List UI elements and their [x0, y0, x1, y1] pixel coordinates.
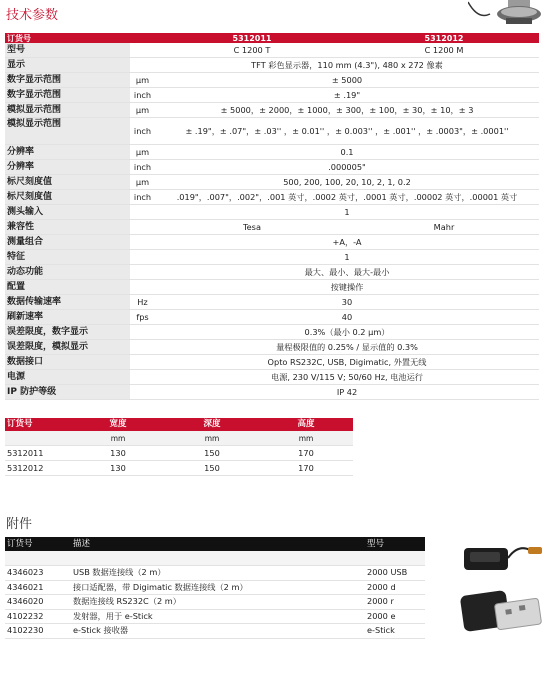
spec-label: IP 防护等级: [5, 385, 130, 400]
spec-value: .019"，.007"，.002"，.001 英寸，.0002 英寸，.0001 英寸，.00002 英寸，.00001 英寸: [155, 190, 539, 205]
accessories-spacer-row: [5, 551, 425, 566]
dim-header-order: 订货号: [5, 418, 71, 431]
dim-cell: 5312012: [5, 461, 71, 476]
page-title: 技术参数: [6, 8, 59, 23]
spec-unit: [130, 355, 155, 370]
spec-value-5312011: Tesa: [155, 220, 349, 235]
spec-row: [5, 43, 539, 58]
dim-cell: 5312011: [5, 446, 71, 461]
spec-row: [5, 370, 539, 385]
acc-model: 2000 e: [365, 609, 425, 624]
spec-unit: [130, 280, 155, 295]
acc-order-no: 4102232: [5, 609, 71, 624]
dimensions-unit-row: [5, 431, 353, 446]
spec-unit: µm: [130, 73, 155, 88]
spec-label: 刷新速率: [5, 310, 130, 325]
spec-label: 兼容性: [5, 220, 130, 235]
spec-value: 500, 200, 100, 20, 10, 2, 1, 0.2: [155, 175, 539, 190]
spec-unit: [130, 385, 155, 400]
spec-row: [5, 265, 539, 280]
spec-label: 电源: [5, 370, 130, 385]
acc-order-no: 4346023: [5, 566, 71, 581]
dim-unit: [5, 431, 71, 446]
accessories-table: [5, 537, 425, 639]
spec-value-5312012: C 1200 M: [349, 43, 539, 58]
spec-value: 量程极限值的 0.25% / 显示值的 0.3%: [155, 340, 539, 355]
col-5312012-header: 5312012: [349, 33, 539, 43]
spec-label: 标尺刻度值: [5, 175, 130, 190]
spec-table: [5, 33, 539, 400]
spec-row: [5, 355, 539, 370]
spec-value: Opto RS232C, USB, Digimatic, 外置无线: [155, 355, 539, 370]
spec-unit: [130, 340, 155, 355]
spec-value: TFT 彩色显示器，110 mm (4.3"), 480 x 272 像素: [155, 58, 539, 73]
spec-value: 1: [155, 205, 539, 220]
spec-value: .000005": [155, 160, 539, 175]
spec-label: 模拟显示范围: [5, 118, 130, 145]
dim-cell: 170: [259, 461, 353, 476]
spec-row: [5, 340, 539, 355]
acc-order-no: 4346021: [5, 580, 71, 595]
dim-unit: mm: [165, 431, 259, 446]
spec-label: 分辨率: [5, 145, 130, 160]
accessories-title: 附件: [6, 517, 33, 532]
spec-unit: inch: [130, 118, 155, 145]
spec-unit: [130, 235, 155, 250]
order-no-header: 订货号: [5, 33, 130, 43]
spec-label: 标尺刻度值: [5, 190, 130, 205]
spec-row: [5, 235, 539, 250]
table-row: [5, 580, 425, 595]
spec-value-5312012: Mahr: [349, 220, 539, 235]
spec-value: 按键操作: [155, 280, 539, 295]
spec-row: [5, 118, 539, 145]
spec-unit: inch: [130, 88, 155, 103]
acc-header-desc: 描述: [71, 537, 365, 551]
spec-value: ± 5000，± 2000，± 1000，± 300，± 100，± 30，± 10，± 3: [155, 103, 539, 118]
dim-header-depth: 深度: [165, 418, 259, 431]
spec-row: [5, 175, 539, 190]
dial-gauge-image: [468, 0, 549, 28]
spec-value: 40: [155, 310, 539, 325]
spec-value: ± 5000: [155, 73, 539, 88]
acc-order-no: 4102230: [5, 624, 71, 639]
spec-unit: µm: [130, 175, 155, 190]
spec-label: 型号: [5, 43, 130, 58]
usb-estick-image: [458, 583, 548, 643]
spec-row: [5, 325, 539, 340]
spec-label: 显示: [5, 58, 130, 73]
spec-row: [5, 295, 539, 310]
spec-value: 30: [155, 295, 539, 310]
spec-header-row: [5, 33, 539, 43]
spec-label: 数字显示范围: [5, 88, 130, 103]
spec-unit: [130, 370, 155, 385]
acc-model: 2000 r: [365, 595, 425, 610]
spec-row: [5, 145, 539, 160]
spec-unit: Hz: [130, 295, 155, 310]
accessories-header-row: [5, 537, 425, 551]
spec-label: 误差限度，数字显示: [5, 325, 130, 340]
spec-unit: [130, 325, 155, 340]
spec-row: [5, 73, 539, 88]
table-row: [5, 461, 353, 476]
table-row: [5, 595, 425, 610]
spec-label: 特征: [5, 250, 130, 265]
acc-description: 接口适配器，带 Digimatic 数据连接线（2 m）: [71, 580, 365, 595]
acc-description: USB 数据连接线（2 m）: [71, 566, 365, 581]
dim-cell: 170: [259, 446, 353, 461]
data-cable-image: [456, 536, 546, 578]
dim-cell: 130: [71, 446, 165, 461]
unit-header: [130, 33, 155, 43]
spec-row: [5, 103, 539, 118]
acc-model: e-Stick: [365, 624, 425, 639]
acc-model: 2000 d: [365, 580, 425, 595]
spec-label: 数据接口: [5, 355, 130, 370]
spec-value: 0.3%（最小 0.2 µm）: [155, 325, 539, 340]
acc-description: 数据连接线 RS232C（2 m）: [71, 595, 365, 610]
spec-value: ± .19"，± .07"，± .03'' ，± 0.01'' ，± 0.003'' ，± .001'' ，± .0003"，± .0001'': [155, 118, 539, 145]
spec-label: 数据传输速率: [5, 295, 130, 310]
spec-row: [5, 280, 539, 295]
spec-unit: [130, 220, 155, 235]
dimensions-header-row: [5, 418, 353, 431]
table-row: [5, 446, 353, 461]
spec-label: 动态功能: [5, 265, 130, 280]
spec-unit: µm: [130, 103, 155, 118]
spec-unit: inch: [130, 160, 155, 175]
spec-unit: [130, 265, 155, 280]
spec-row: [5, 385, 539, 400]
spec-label: 误差限度，模拟显示: [5, 340, 130, 355]
acc-header-order: 订货号: [5, 537, 71, 551]
acc-description: 发射器，用于 e-Stick: [71, 609, 365, 624]
spec-unit: [130, 43, 155, 58]
spec-value: ± .19": [155, 88, 539, 103]
dim-unit: mm: [71, 431, 165, 446]
spec-label: 模拟显示范围: [5, 103, 130, 118]
spec-value: 电源, 230 V/115 V; 50/60 Hz, 电池运行: [155, 370, 539, 385]
dim-unit: mm: [259, 431, 353, 446]
spec-row: [5, 250, 539, 265]
spec-unit: fps: [130, 310, 155, 325]
dim-cell: 130: [71, 461, 165, 476]
spec-row: [5, 220, 539, 235]
spec-label: 测量组合: [5, 235, 130, 250]
spec-value-5312011: C 1200 T: [155, 43, 349, 58]
spec-unit: [130, 58, 155, 73]
dimensions-table: [5, 418, 353, 476]
spec-value: IP 42: [155, 385, 539, 400]
spec-row: [5, 205, 539, 220]
spec-value: 1: [155, 250, 539, 265]
acc-description: e-Stick 接收器: [71, 624, 365, 639]
spec-label: 配置: [5, 280, 130, 295]
spec-value: 最大、最小、最大-最小: [155, 265, 539, 280]
col-5312011-header: 5312011: [155, 33, 349, 43]
table-row: [5, 609, 425, 624]
spec-unit: [130, 250, 155, 265]
spec-row: [5, 310, 539, 325]
dim-cell: 150: [165, 446, 259, 461]
spec-unit: inch: [130, 190, 155, 205]
acc-header-model: 型号: [365, 537, 425, 551]
spec-label: 数字显示范围: [5, 73, 130, 88]
spec-label: 分辨率: [5, 160, 130, 175]
dim-header-width: 宽度: [71, 418, 165, 431]
acc-model: 2000 USB: [365, 566, 425, 581]
spec-value: +A，-A: [155, 235, 539, 250]
spec-label: 测头输入: [5, 205, 130, 220]
acc-order-no: 4346020: [5, 595, 71, 610]
table-row: [5, 624, 425, 639]
dim-header-height: 高度: [259, 418, 353, 431]
spec-value: 0.1: [155, 145, 539, 160]
spec-row: [5, 88, 539, 103]
spec-unit: µm: [130, 145, 155, 160]
spec-row: [5, 160, 539, 175]
spec-row: [5, 190, 539, 205]
spec-unit: [130, 205, 155, 220]
dim-cell: 150: [165, 461, 259, 476]
table-row: [5, 566, 425, 581]
spec-row: [5, 58, 539, 73]
